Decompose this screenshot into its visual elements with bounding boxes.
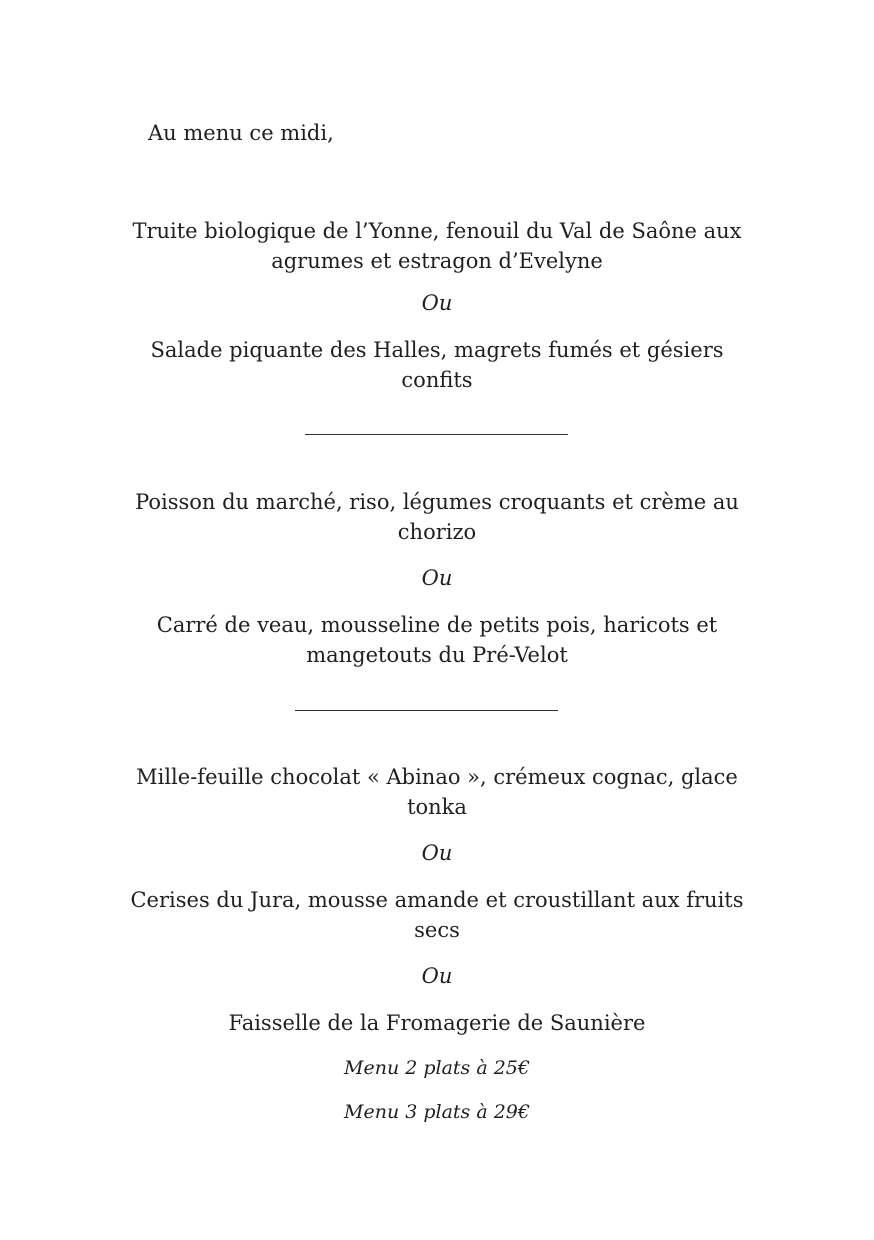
price-menu-3: Menu 3 plats à 29€ [344, 1101, 530, 1123]
dessert-or-1: Ou [421, 841, 453, 865]
entree-2 [0, 335, 874, 395]
dessert-3-text: Faisselle de la Fromagerie de Saunière [228, 1011, 646, 1035]
entree-1-text: Truite biologique de l’Yonne, fenouil du Val de Saône aux agrumes et estragon d’Evelyne [132, 219, 742, 273]
plat-2 [0, 610, 874, 670]
section-divider-1 [305, 434, 568, 435]
plat-1 [0, 487, 874, 547]
dessert-or-2: Ou [421, 964, 453, 988]
dessert-1-text: Mille-feuille chocolat « Abinao », crémeux cognac, glace tonka [136, 765, 738, 819]
price-menu-2: Menu 2 plats à 25€ [344, 1057, 530, 1079]
dessert-2 [0, 885, 874, 945]
dessert-1 [0, 762, 874, 822]
section-divider-2 [295, 710, 558, 711]
menu-intro: Au menu ce midi, [148, 121, 334, 145]
plat-1-text: Poisson du marché, riso, légumes croquants et crème au chorizo [135, 490, 739, 544]
plat-2-text: Carré de veau, mousseline de petits pois, haricots et mangetouts du Pré-Velot [156, 613, 718, 667]
plat-or: Ou [421, 566, 453, 590]
entree-or: Ou [421, 291, 453, 315]
dessert-3 [0, 1008, 874, 1038]
entree-1 [0, 216, 874, 276]
entree-2-text: Salade piquante des Halles, magrets fumés et gésiers confits [150, 338, 724, 392]
dessert-2-text: Cerises du Jura, mousse amande et croustillant aux fruits secs [130, 888, 744, 942]
